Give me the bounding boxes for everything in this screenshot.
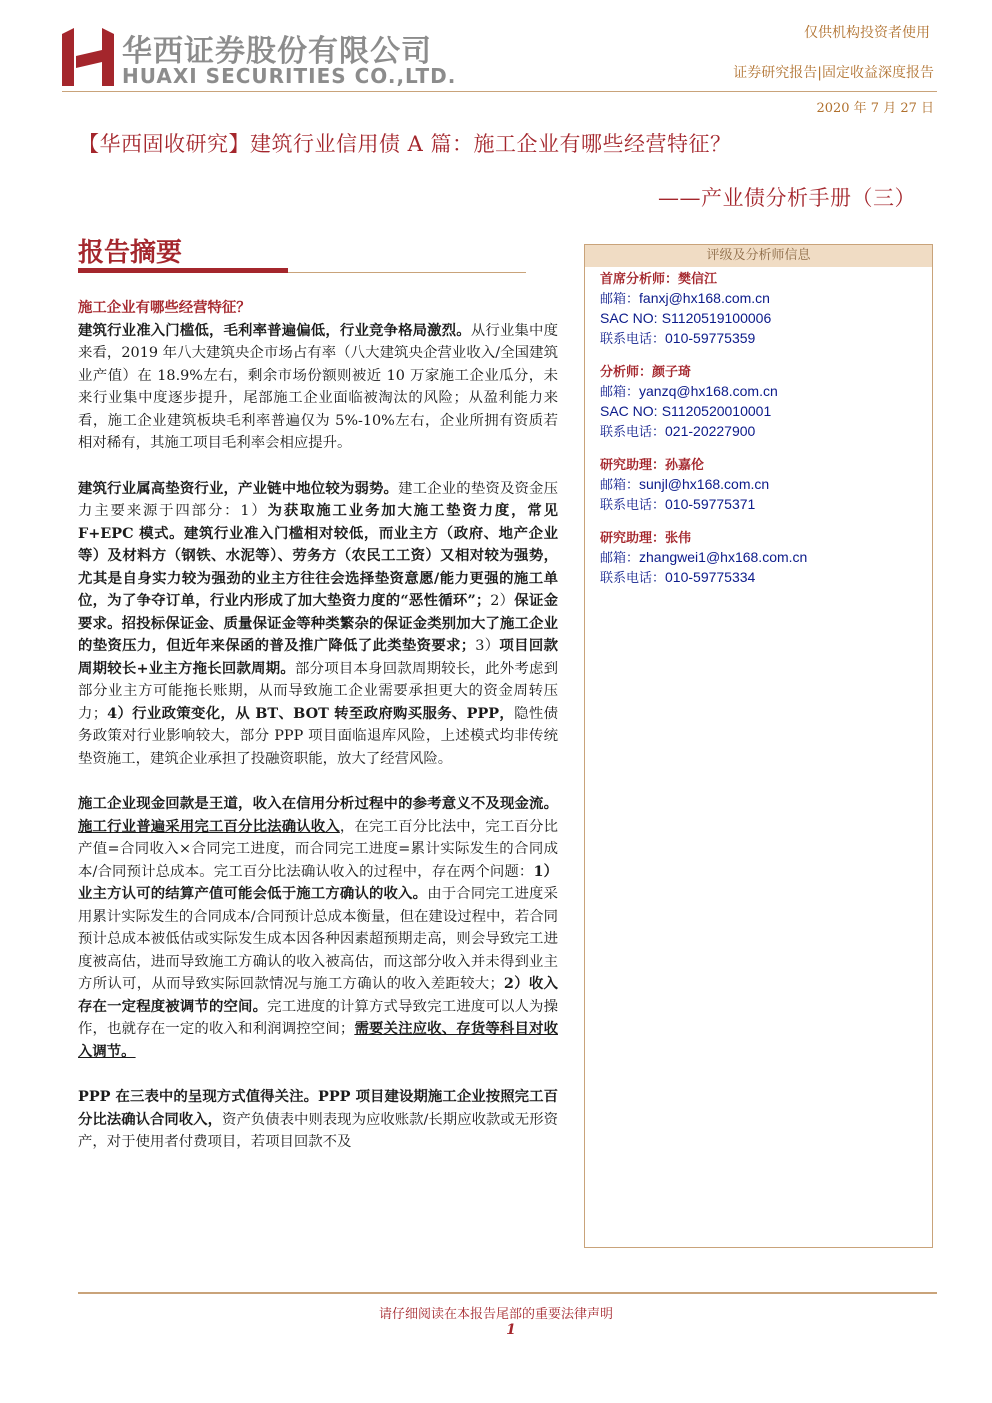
- p2-text-g: 部分项目本身回款周期较长，此外考虑到部分业主方可能拖长账期，从而导致施工企业需要承担更大的资金周转压力；: [78, 660, 558, 722]
- p3-text-b: ，在完工百分比法中，完工百分比产值=合同收入×合同完工进度，而合同完工进度=累计实际发生的合同成本/合同预计总成本。完工百分比法确认收入的过程中，存在两个问题：: [78, 818, 558, 880]
- email-label: 邮箱：: [600, 478, 640, 493]
- summary-body: [78, 297, 558, 1177]
- p3-bold-c: 1）业主方认可的结算产值可能会低于施工方确认的收入。: [78, 862, 558, 902]
- p2-text-c: 2）: [490, 593, 515, 609]
- report-title: 【华西固收研究】建筑行业信用债 A 篇：施工企业有哪些经营特征？: [78, 132, 732, 156]
- paragraph-3: [78, 793, 558, 1063]
- analyst-sac: S1120520010001: [661, 403, 772, 419]
- huaxi-logo-icon: [62, 28, 114, 86]
- p3-text-f: 完工进度的计算方式导致完工进度可以人为操作，也就存在一定的收入和利润调控空间；: [78, 998, 558, 1037]
- restriction-notice: 仅供机构投资者使用: [804, 25, 930, 41]
- legal-disclaimer-note: 请仔细阅读在本报告尾部的重要法律声明: [378, 1307, 613, 1322]
- analyst-phone: 010-59775359: [665, 330, 756, 346]
- analyst-card: [600, 529, 932, 588]
- phone-label: 联系电话：: [600, 571, 666, 586]
- email-label: 邮箱：: [600, 551, 640, 566]
- analyst-phone: 021-20227900: [665, 423, 756, 439]
- p2-bold-d: 保证金要求。招投标保证金、质量保证金等种类繁杂的保证金类别加大了施工企业的垫资压力，但近年来保函的普及推广降低了此类垫资要求；: [78, 592, 558, 654]
- p2-text-a: 建工企业的垫资及资金压力主要来源于四部分：1）: [78, 480, 558, 519]
- p3-text-d: 由于合同完工进度采用累计实际发生的合同成本/合同预计总成本衡量，但在建设过程中，若合同预计总成本被低估或实际发生成本因各种因素超预期走高，则会导致完工进度被高估，进而导致施工方确认的收入被高估，而这部分收入并未得到业主方所认可，从而导致实际回款情况与施工方确认的收入差距较大；: [78, 886, 558, 992]
- page-number: 1: [506, 1322, 516, 1338]
- paragraph-4: [78, 1086, 558, 1154]
- analyst-card: [600, 270, 932, 349]
- sac-label: SAC NO:: [600, 310, 658, 326]
- phone-label: 联系电话：: [600, 332, 666, 347]
- analyst-card: [600, 456, 932, 515]
- p2-bold-b: 为获取施工业务加大施工垫资力度，常见 F+EPC 模式。建筑行业准入门槛相对较低，而业主方（政府、地产企业等）及材料方（钢铁、水泥等）、劳务方（农民工工资）又相对较为强势，尤其是自身实力较为强劲的业主方往往会选择垫资意愿/能力更强的施工单位，为了争夺订单，行业内形成了加大垫资力度的“恶性循环”；: [78, 502, 558, 609]
- p3-bold-e: 2）收入存在一定程度被调节的空间。: [78, 975, 558, 1015]
- sac-label: SAC NO:: [600, 403, 658, 419]
- analyst-email[interactable]: zhangwei1@hx168.com.cn: [639, 549, 808, 565]
- p1-text: 从行业集中度来看，2019 年八大建筑央企市场占有率（八大建筑央企营业收入/全国建筑业产值）在 18.9%左右，剩余市场份额则被近 10 万家施工企业瓜分，未来行业集中度逐步提升，尾部施工企业面临被淘汰的风险；从盈利能力来看，施工企业建筑板块毛利率普遍仅为 5%-10%左右，企业所拥有资质若相对稀有，其施工项目毛利率会相应提升。: [78, 322, 558, 451]
- analyst-email[interactable]: fanxj@hx168.com.cn: [639, 290, 770, 306]
- phone-label: 联系电话：: [600, 498, 666, 513]
- phone-label: 联系电话：: [600, 425, 666, 440]
- summary-heading-rule: [288, 272, 526, 273]
- analyst-name: 研究助理：孙嘉伦: [600, 458, 705, 473]
- analyst-phone: 010-59775334: [665, 569, 756, 585]
- p4-lead: PPP 在三表中的呈现方式值得关注。PPP 项目建设期施工企业按照完工百分比法确认合同收入，: [78, 1088, 558, 1128]
- summary-heading-bar: [78, 268, 288, 273]
- email-label: 邮箱：: [600, 385, 640, 400]
- p2-bold-h: 4）行业政策变化，从 BT、BOT 转至政府购买服务、PPP，: [107, 704, 515, 722]
- p4-text: 资产负债表中则表现为应收账款/长期应收款或无形资产，对于使用者付费项目，若项目回款不及: [78, 1111, 558, 1150]
- email-label: 邮箱：: [600, 292, 640, 307]
- paragraph-2: [78, 478, 558, 771]
- analyst-email[interactable]: sunjl@hx168.com.cn: [639, 476, 770, 492]
- p3-lead: 施工企业现金回款是王道，收入在信用分析过程中的参考意义不及现金流。: [78, 795, 558, 812]
- company-name-cn: 华西证券股份有限公司: [122, 34, 432, 69]
- company-name-en: HUAXI SECURITIES CO.,LTD.: [122, 64, 457, 88]
- p2-text-e: 3）: [475, 638, 500, 654]
- analyst-email[interactable]: yanzq@hx168.com.cn: [639, 383, 778, 399]
- analyst-name: 研究助理：张伟: [600, 531, 692, 546]
- header-divider: [62, 91, 937, 92]
- p2-lead: 建筑行业属高垫资行业，产业链中地位较为弱势。: [78, 479, 399, 497]
- footer-divider: [78, 1292, 937, 1294]
- p1-lead: 建筑行业准入门槛低，毛利率普遍偏低，行业竞争格局激烈。: [78, 321, 471, 339]
- analyst-sac: S1120519100006: [661, 310, 772, 326]
- analyst-card: [600, 363, 932, 442]
- analyst-phone: 010-59775371: [665, 496, 756, 512]
- analyst-name: 分析师：颜子琦: [600, 365, 692, 380]
- analyst-panel-heading: 评级及分析师信息: [585, 245, 932, 267]
- analyst-name: 首席分析师：樊信江: [600, 272, 718, 287]
- p2-bold-f: 项目回款周期较长+业主方拖长回款周期。: [78, 637, 558, 677]
- p2-text-i: 隐性债务政策对行业影响较大，部分 PPP 项目面临退库风险，上述模式均非传统垫资施工，建筑企业承担了投融资职能，放大了经营风险。: [78, 705, 558, 767]
- section-question: 施工企业有哪些经营特征？: [78, 299, 251, 316]
- report-date: 2020 年 7 月 27 日: [816, 101, 934, 116]
- summary-heading: 报告摘要: [78, 238, 183, 268]
- p3-underline-g: 需要关注应收、存货等科目对收入调节。: [78, 1020, 558, 1060]
- p3-underline-a: 施工行业普遍采用完工百分比法确认收入: [78, 817, 340, 835]
- paragraph-1: [78, 320, 558, 455]
- report-subtitle: ——产业债分析手册（三）: [658, 186, 916, 210]
- analyst-info-panel: [584, 244, 933, 1248]
- report-type: 证券研究报告|固定收益深度报告: [733, 65, 934, 81]
